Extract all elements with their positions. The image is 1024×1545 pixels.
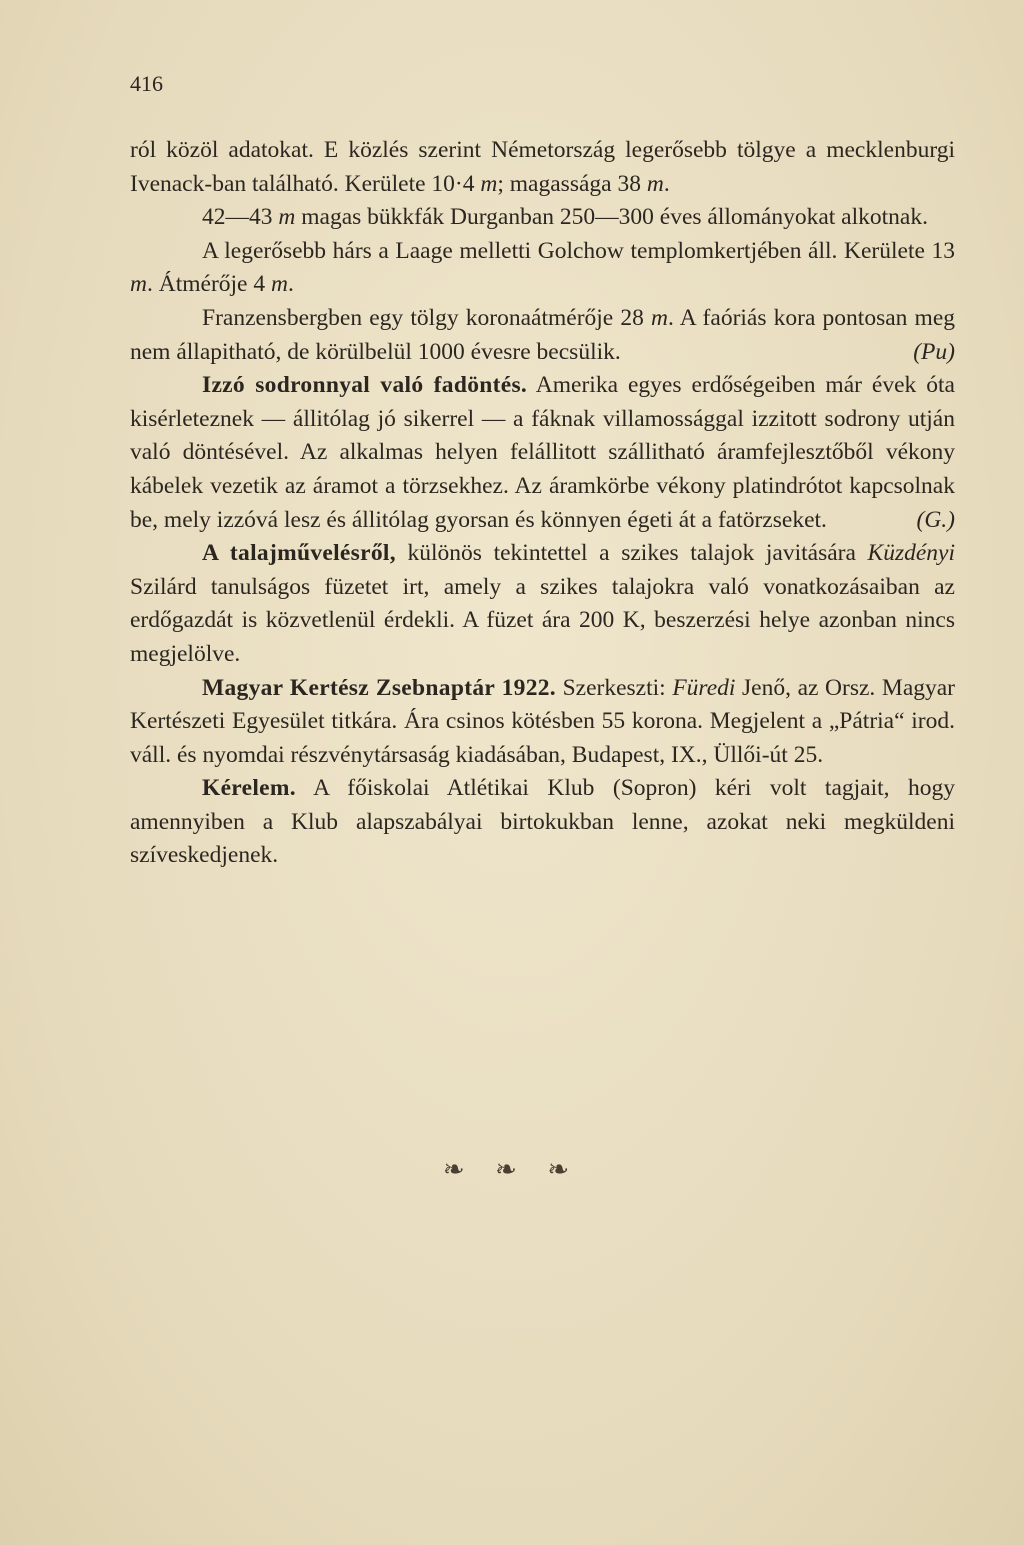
- body-text: magas bükkfák Durganban 250—300 éves állományokat alkotnak.: [295, 204, 928, 231]
- body-text: A főiskolai Atlétikai Klub (Sopron) kéri volt tagjait, hogy amennyiben a Klub alapszabályai birtokukban lenne, azokat neki megküldeni szíveskedjenek.: [130, 775, 955, 869]
- italic-text: m: [270, 271, 288, 298]
- paragraph-heading: Izzó sodronnyal való fadöntés.: [202, 372, 528, 399]
- italic-text: m: [646, 170, 664, 197]
- paragraph: [130, 302, 955, 369]
- body-text: Szilárd tanulságos füzetet irt, amely a szikes talajokra való vonatkozásaiban az erdőgazdát is közvetlenül érdekli. A füzet ára 200 K, beszerzési helye azonban nincs megjelölve.: [130, 573, 955, 667]
- paragraph: [130, 134, 955, 201]
- body-text: . A faóriás kora pontosan meg nem állapitható, de körülbelül 1000 évesre becsülik.: [130, 304, 956, 365]
- body-text: .: [287, 271, 294, 298]
- body-text: Franzensbergben egy tölgy koronaátmérője 28: [202, 304, 652, 331]
- section-ornament: ❧ ❧ ❧: [442, 1155, 582, 1184]
- italic-text: Füredi: [672, 674, 736, 701]
- body-text: Amerika egyes erdőségeiben már évek óta kisérleteznek — állitólag jó sikerrel — a fáknak villamossággal izzitott sodrony utján való döntésével. Az alkalmas helyen felállitott szállitható áramfejlesztőből vékony kábelek vezetik az áramot a törzsekhez. Az áramkörbe vékony platindrótot kapcsolnak be, mely izzóvá lesz és állitólag gyorsan és könnyen égeti át a fatörzseket.: [130, 372, 955, 533]
- paragraph: [130, 201, 955, 235]
- body-text: ról közöl adatokat. E közlés szerint Németország legerősebb tölgye a mecklenburgi Ivenack-ban található. Kerülete 10·4: [130, 137, 955, 197]
- paragraph-heading: Kérelem.: [202, 775, 296, 802]
- body-text: ; magassága 38: [497, 170, 647, 197]
- paragraph-heading: A talajművelésről,: [202, 540, 396, 567]
- italic-text: m: [480, 170, 498, 197]
- body-text: . Átmérője 4: [146, 271, 271, 298]
- paragraph: [130, 672, 955, 773]
- body-text: Szerkeszti:: [555, 674, 673, 701]
- paragraph: [130, 369, 955, 537]
- page-number: 416: [130, 71, 163, 96]
- body-text: .: [663, 170, 670, 197]
- body-text: 42—43: [202, 204, 279, 231]
- article-text: [130, 134, 955, 873]
- paragraph: [130, 537, 955, 671]
- italic-text: m: [130, 271, 147, 298]
- body-text: különös tekintettel a szikes talajok javitására: [395, 540, 868, 567]
- italic-text: Küzdényi: [867, 540, 955, 567]
- author-signature: (Pu): [913, 338, 955, 365]
- italic-text: m: [651, 304, 669, 331]
- paragraph-heading: Magyar Kertész Zsebnaptár 1922.: [202, 674, 556, 701]
- author-signature: (G.): [916, 506, 955, 533]
- body-text: A legerősebb hárs a Laage melletti Golchow templomkertjében áll. Kerülete 13: [202, 237, 955, 264]
- paragraph: [130, 235, 955, 302]
- body-text: Jenő, az Orsz. Magyar Kertészeti Egyesület titkára. Ára csinos kötésben 55 korona. Megjelent a „Pátria“ irod. váll. és nyomdai részvénytársaság kiadásában, Budapest, IX., Üllői-út 25.: [130, 674, 956, 768]
- italic-text: m: [278, 204, 296, 231]
- paragraph: [130, 772, 955, 873]
